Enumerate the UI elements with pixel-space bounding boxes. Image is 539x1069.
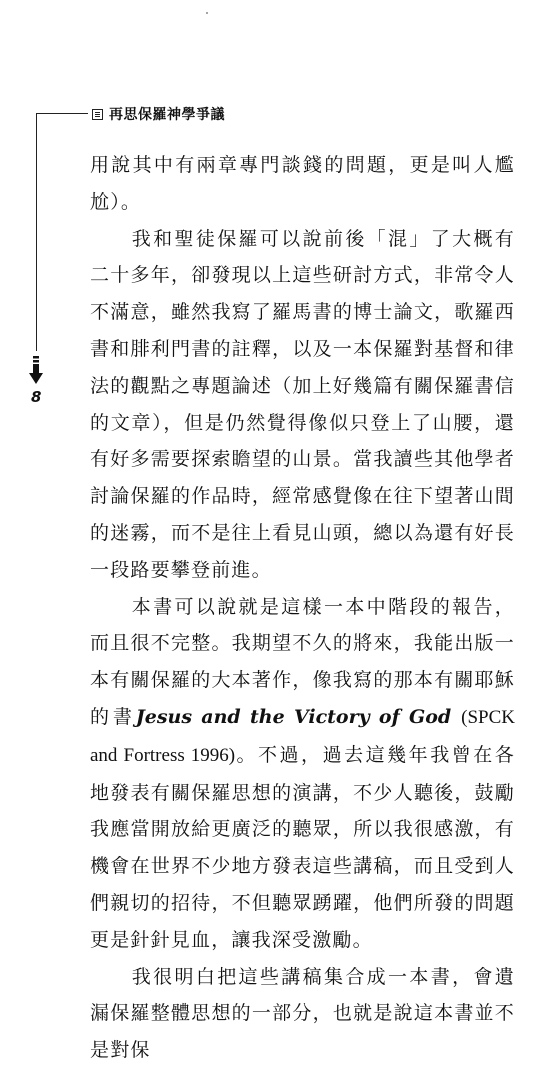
page-number: 8 <box>31 388 42 406</box>
running-head <box>92 104 225 124</box>
paragraph-3 <box>90 589 515 959</box>
paragraph-3-text-before: 本書可以說就是這樣一本中階段的報告，而且很不完整。我期望不久的將來，我能出版一本有關保羅的大本著作，像我寫的那本有關耶穌的書 <box>90 595 515 728</box>
paragraph-3-text-after: 。不過，過去這幾年我曾在各地發表有關保羅思想的演講，不少人聽後，鼓勵我應當開放給更廣泛的聽眾，所以我很感激，有機會在世界不少地方發表這些講稿，而且受到人們親切的招待，不但聽眾踴躍，他們所發的問題更是針針見血，讓我深受激勵。 <box>90 743 515 951</box>
paragraph-4: 我很明白把這些講稿集合成一本書，會遺漏保羅整體思想的一部分，也就是說這本書並不是對保 <box>90 965 515 1062</box>
down-arrow-icon <box>29 356 43 384</box>
scan-artifact <box>206 12 208 14</box>
paragraph-2: 我和聖徒保羅可以說前後「混」了大概有二十多年，卻發現以上這些研討方式，非常令人不滿意，雖然我寫了羅馬書的博士論文，歌羅西書和腓利門書的註釋，以及一本保羅對基督和律法的觀點之專題論述（加上好幾篇有關保羅書信的文章），但是仍然覺得像似只登上了山腰，還有好多需要探索瞻望的山景。當我讀些其他學者討論保羅的作品時，經常感覺像在往下望著山間的迷霧，而不是往上看見山頭，總以為還有好長一段路要攀登前進。 <box>90 227 515 581</box>
margin-rule-vertical <box>36 113 37 351</box>
paragraph-1: 用說其中有兩章專門談錢的問題，更是叫人尷尬）。 <box>90 154 515 213</box>
publication-info: (SPCK and Fortress 1996) <box>90 706 515 766</box>
body-text <box>90 147 515 1069</box>
margin-rule-horizontal <box>36 113 88 114</box>
running-head-title: 再思保羅神學爭議 <box>109 107 225 123</box>
book-icon <box>92 109 103 120</box>
book-title: Jesus and the Victory of God <box>135 705 452 728</box>
